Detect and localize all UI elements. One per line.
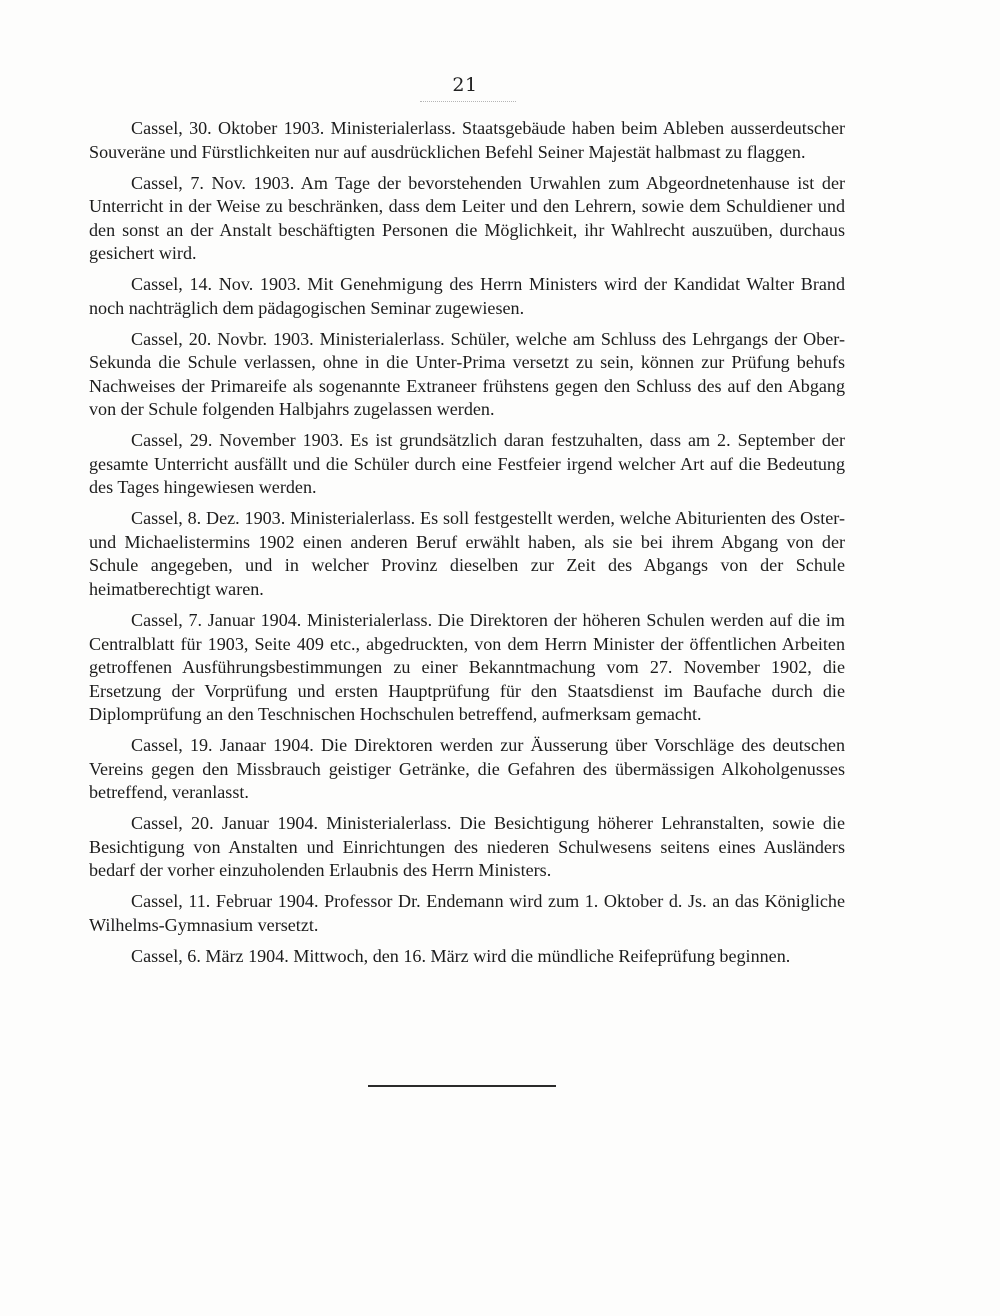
page-number-underline: [420, 101, 516, 102]
text-body: [89, 117, 845, 976]
entry-paragraph: Cassel, 20. Novbr. 1903. Ministerialerlass. Schüler, welche am Schluss des Lehrgangs der Ober-Sekunda die Schule verlassen, ohne in die Unter-Prima versetzt zu sein, können zur Prüfung behufs Nachweises der Primareife als sogenannte Extraneer frühstens gegen den Schluss des auf den Abgang von der Schule folgenden Halbjahrs zugelassen werden.: [89, 328, 845, 420]
entry-paragraph: Cassel, 7. Nov. 1903. Am Tage der bevorstehenden Urwahlen zum Abgeordnetenhause ist der Unterricht in der Weise zu beschränken, dass dem Leiter und den Lehrern, sowie dem Schuldiener und den sonst an der Anstalt beschäftigten Personen die Möglichkeit, ihr Wahlrecht auszuüben, durchaus gesichert wird.: [89, 172, 845, 264]
entry-paragraph: Cassel, 20. Januar 1904. Ministerialerlass. Die Besichtigung höherer Lehranstalten, sowie die Besichtigung von Anstalten und Einrichtungen des niederen Schulwesens seitens eines Ausländers bedarf der vorher einzuholenden Erlaubnis des Herrn Ministers.: [89, 813, 845, 881]
closing-divider: [368, 1085, 556, 1087]
page-number: 21: [452, 74, 478, 96]
entry-paragraph: Cassel, 11. Februar 1904. Professor Dr. Endemann wird zum 1. Oktober d. Js. an das Königliche Wilhelms-Gymnasium versetzt.: [89, 891, 845, 935]
entry-paragraph: Cassel, 30. Oktober 1903. Ministerialerlass. Staatsgebäude haben beim Ableben ausserdeutscher Souveräne und Fürstlichkeiten nur auf ausdrücklichen Befehl Seiner Majestät halbmast zu flaggen.: [89, 118, 845, 162]
entry-paragraph: Cassel, 6. März 1904. Mittwoch, den 16. März wird die mündliche Reifeprüfung beginnen.: [131, 945, 791, 966]
entry-paragraph: Cassel, 14. Nov. 1903. Mit Genehmigung des Herrn Ministers wird der Kandidat Walter Brand noch nachträglich dem pädagogischen Seminar zugewiesen.: [89, 274, 845, 318]
entry-paragraph: Cassel, 8. Dez. 1903. Ministerialerlass. Es soll festgestellt werden, welche Abiturienten des Oster- und Michaelistermins 1902 einen anderen Beruf erwählt haben, als sie bei ihrem Abgang von der Schule angegeben, und in welcher Provinz dieselben zur Zeit des Abgangs von der Schule heimatberechtigt waren.: [89, 508, 845, 599]
entry-paragraph: Cassel, 7. Januar 1904. Ministerialerlass. Die Direktoren der höheren Schulen werden auf die im Centralblatt für 1903, Seite 409 etc., abgedruckten, von dem Herrn Minister der öffentlichen Arbeiten getroffenen Ausführungsbestimmungen zu einer Bekanntmachung vom 27. November 1902, die Ersetzung der Vorprüfung und ersten Hauptprüfung für den Staatsdienst im Baufache durch die Diplomprüfung an den Teschnischen Hochschulen betreffend, aufmerksam gemacht.: [89, 610, 845, 725]
entry-paragraph: Cassel, 29. November 1903. Es ist grundsätzlich daran festzuhalten, dass am 2. September der gesamte Unterricht ausfällt und die Schüler durch eine Festfeier irgend welcher Art auf die Bedeutung des Tages hingewiesen werden.: [89, 430, 845, 498]
entry-paragraph: Cassel, 19. Janaar 1904. Die Direktoren werden zur Äusserung über Vorschläge des deutschen Vereins gegen den Missbrauch geistiger Getränke, die Gefahren des übermässigen Alkoholgenusses betreffend, veranlasst.: [89, 735, 845, 803]
